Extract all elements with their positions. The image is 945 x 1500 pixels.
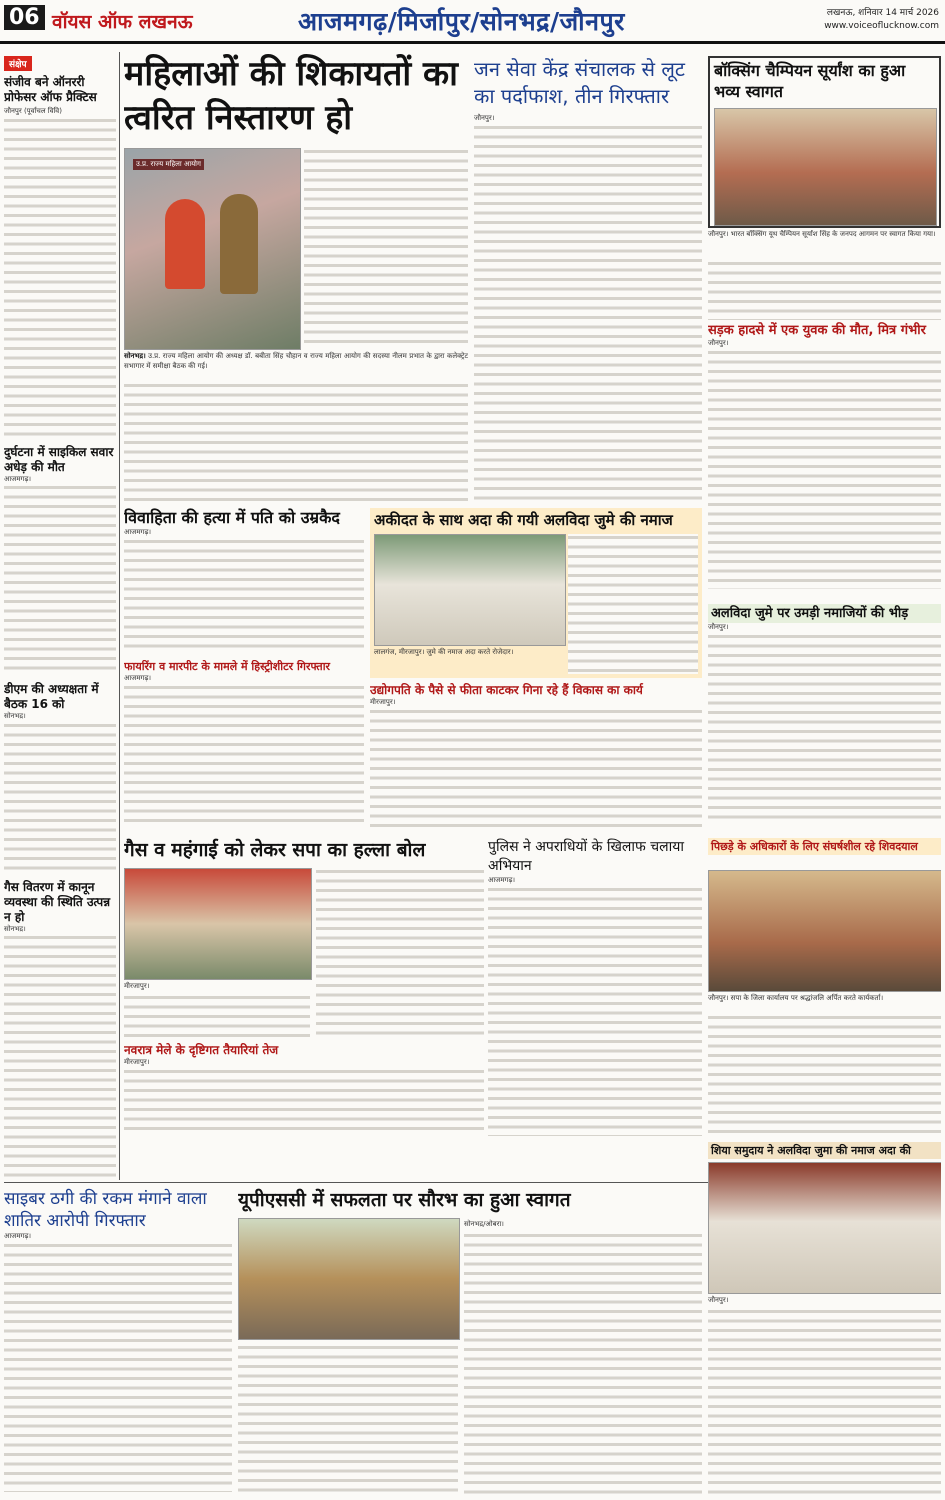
cyber-dateline: आजमगढ़। bbox=[4, 1232, 32, 1240]
story-upsc bbox=[238, 1188, 702, 1496]
firing-body bbox=[124, 684, 364, 824]
lead-lede: उ.प्र. राज्य महिला आयोग की अध्यक्ष डॉ. बबीता सिंह चौहान व राज्य महिला आयोग की सदस्या नीलम प्रभात के द्वारा कलेक्ट्रेट सभागार में समीक्षा बैठक की गई। bbox=[124, 352, 468, 370]
jsk-body bbox=[474, 124, 702, 504]
navratra-headline[interactable]: नवरात्र मेले के दृष्टिगत तैयारियां तेज bbox=[124, 1043, 279, 1057]
story-industrial bbox=[370, 682, 702, 834]
brief-headline-4[interactable]: गैस वितरण में कानून व्यवस्था की स्थिति उत्पन्न न हो bbox=[4, 879, 111, 924]
namaz-photo bbox=[374, 534, 566, 646]
story-murder bbox=[124, 508, 364, 658]
paper-name: वॉयस ऑफ लखनऊ bbox=[52, 11, 193, 33]
upsc-body-right bbox=[464, 1232, 702, 1496]
divider bbox=[119, 52, 120, 1180]
website[interactable]: www.voiceoflucknow.com bbox=[824, 21, 939, 31]
industrial-dateline: मीरजापुर। bbox=[370, 698, 396, 706]
police-body bbox=[488, 886, 702, 1136]
firing-headline[interactable]: फायरिंग व मारपीट के मामले में हिस्ट्रीशीटर गिरफ्तार bbox=[124, 660, 331, 673]
shia-headline[interactable]: शिया समुदाय ने अलविदा जुमा की नमाज अदा की bbox=[708, 1142, 941, 1159]
brief-dateline-4: सोनभद्र। bbox=[4, 924, 26, 933]
navratra-body bbox=[124, 1068, 484, 1136]
namaz-caption: लालगंज, मीरजापुर। जुमे की नमाज अदा करते रोजेदार। bbox=[374, 648, 514, 656]
upsc-headline[interactable]: यूपीएससी में सफलता पर सौरभ का हुआ स्वागत bbox=[238, 1189, 571, 1211]
region-title: आजमगढ़/मिर्जापुर/सोनभद्र/जौनपुर bbox=[298, 7, 625, 36]
lead-headline[interactable]: महिलाओं की शिकायतों का त्वरित निस्तारण हो bbox=[124, 54, 458, 138]
pichde-body bbox=[708, 1014, 941, 1138]
brief-body-1 bbox=[4, 117, 116, 437]
namaz-body bbox=[568, 534, 698, 674]
brief-dateline-2: आजमगढ़। bbox=[4, 474, 32, 483]
accident-dateline: जौनपुर। bbox=[708, 339, 729, 347]
mosques-body bbox=[708, 633, 941, 823]
murder-body bbox=[124, 538, 364, 648]
shia-photo bbox=[708, 1162, 941, 1294]
brief-label: संक्षेप bbox=[4, 56, 32, 71]
gas-headline[interactable]: गैस व महंगाई को लेकर सपा का हल्ला बोल bbox=[124, 839, 426, 861]
story-shia bbox=[708, 1142, 941, 1496]
police-dateline: आजमगढ़। bbox=[488, 876, 516, 884]
shia-body bbox=[708, 1308, 941, 1496]
upsc-body-left bbox=[238, 1344, 458, 1496]
lead-photo bbox=[124, 148, 301, 350]
gas-dateline: मीरजापुर। bbox=[124, 982, 150, 990]
cyber-body bbox=[4, 1242, 232, 1492]
accident-body bbox=[708, 349, 941, 589]
boxing-body bbox=[708, 260, 941, 320]
pichde-photo bbox=[708, 870, 941, 992]
accident-headline[interactable]: सड़क हादसे में एक युवक की मौत, मित्र गंभीर bbox=[708, 323, 926, 338]
shia-dateline: जौनपुर। bbox=[708, 1296, 729, 1304]
brief-body-4 bbox=[4, 934, 116, 1180]
boxing-headline[interactable]: बॉक्सिंग चैम्पियन सूर्यांश का हुआ भव्य स्वागत bbox=[714, 61, 906, 101]
mosques-dateline: जौनपुर। bbox=[708, 623, 729, 631]
story-firing bbox=[124, 660, 364, 835]
boxing-photo bbox=[714, 108, 937, 226]
brief-body-2 bbox=[4, 484, 116, 674]
industrial-body bbox=[370, 708, 702, 828]
story-jsk bbox=[474, 56, 702, 504]
murder-dateline: आजमगढ़। bbox=[124, 528, 152, 536]
story-police bbox=[488, 838, 702, 1138]
brief-headline-2[interactable]: दुर्घटना में साइकिल सवार अधेड़ की मौत bbox=[4, 444, 114, 474]
namaz-headline[interactable]: अकीदत के साथ अदा की गयी अलविदा जुमे की नमाज bbox=[374, 511, 673, 529]
story-navratra bbox=[124, 1042, 484, 1138]
gas-photo bbox=[124, 868, 312, 980]
police-headline[interactable]: पुलिस ने अपराधियों के खिलाफ चलाया अभियान bbox=[488, 839, 685, 874]
brief-column bbox=[4, 52, 116, 1180]
story-boxing bbox=[708, 56, 941, 228]
story-namaz bbox=[370, 508, 702, 678]
gas-body-left bbox=[124, 994, 310, 1038]
jsk-dateline: जौनपुर। bbox=[474, 114, 495, 122]
jsk-headline[interactable]: जन सेवा केंद्र संचालक से लूट का पर्दाफाश, तीन गिरफ्तार bbox=[474, 57, 686, 108]
gas-body-right bbox=[316, 868, 484, 1038]
story-pichde bbox=[708, 838, 941, 1138]
cyber-headline[interactable]: साइबर ठगी की रकम मंगाने वाला शातिर आरोपी गिरफ्तार bbox=[4, 1189, 207, 1231]
brief-headline-3[interactable]: डीएम की अध्यक्षता में बैठक 16 को bbox=[4, 682, 99, 711]
lead-dateline: सोनभद्र। bbox=[124, 352, 146, 360]
photo-sign: उ.प्र. राज्य महिला आयोग bbox=[133, 159, 204, 170]
brief-headline-1[interactable]: संजीव बने ऑनररी प्रोफेसर ऑफ प्रैक्टिस bbox=[4, 75, 97, 104]
upsc-dateline: सोनभद्र/ओबरा। bbox=[464, 1220, 504, 1228]
story-gas bbox=[124, 838, 484, 1038]
lead-story bbox=[124, 52, 468, 504]
upsc-photo bbox=[238, 1218, 460, 1340]
boxing-caption: जौनपुर। भारत बॉक्सिंग यूथ चैम्पियन सूर्यांश सिंह के जनपद आगमन पर स्वागत किया गया। bbox=[708, 230, 936, 238]
story-cyber bbox=[4, 1188, 232, 1496]
story-mosques bbox=[708, 604, 941, 834]
mosques-headline[interactable]: अलविदा जुमे पर उमड़ी नमाजियों की भीड़ bbox=[708, 604, 941, 623]
dateline-block bbox=[824, 7, 939, 33]
brief-body-3 bbox=[4, 722, 116, 872]
lead-body-bottom bbox=[124, 382, 468, 502]
issue-date: लखनऊ, शनिवार 14 मार्च 2026 bbox=[826, 8, 939, 18]
pichde-headline[interactable]: पिछड़े के अधिकारों के लिए संघर्षशील रहे शिवदयाल bbox=[708, 838, 941, 855]
pichde-caption: जौनपुर। सपा के जिला कार्यालय पर श्रद्धांजलि अर्पित करते कार्यकर्ता। bbox=[708, 994, 884, 1002]
firing-dateline: आजमगढ़। bbox=[124, 674, 152, 682]
lead-body-right bbox=[304, 148, 468, 348]
murder-headline[interactable]: विवाहिता की हत्या में पति को उम्रकैद bbox=[124, 508, 340, 527]
industrial-headline[interactable]: उद्योगपति के पैसे से फीता काटकर गिना रहे हैं विकास का कार्य bbox=[370, 683, 643, 697]
navratra-dateline: मीरजापुर। bbox=[124, 1058, 150, 1066]
story-accident bbox=[708, 322, 941, 602]
masthead bbox=[0, 0, 945, 44]
brief-dateline-1: जौनपुर (पूर्वांचल विवि) bbox=[4, 107, 62, 115]
page-number: 06 bbox=[4, 5, 45, 30]
brief-dateline-3: सोनभद्र। bbox=[4, 712, 26, 720]
